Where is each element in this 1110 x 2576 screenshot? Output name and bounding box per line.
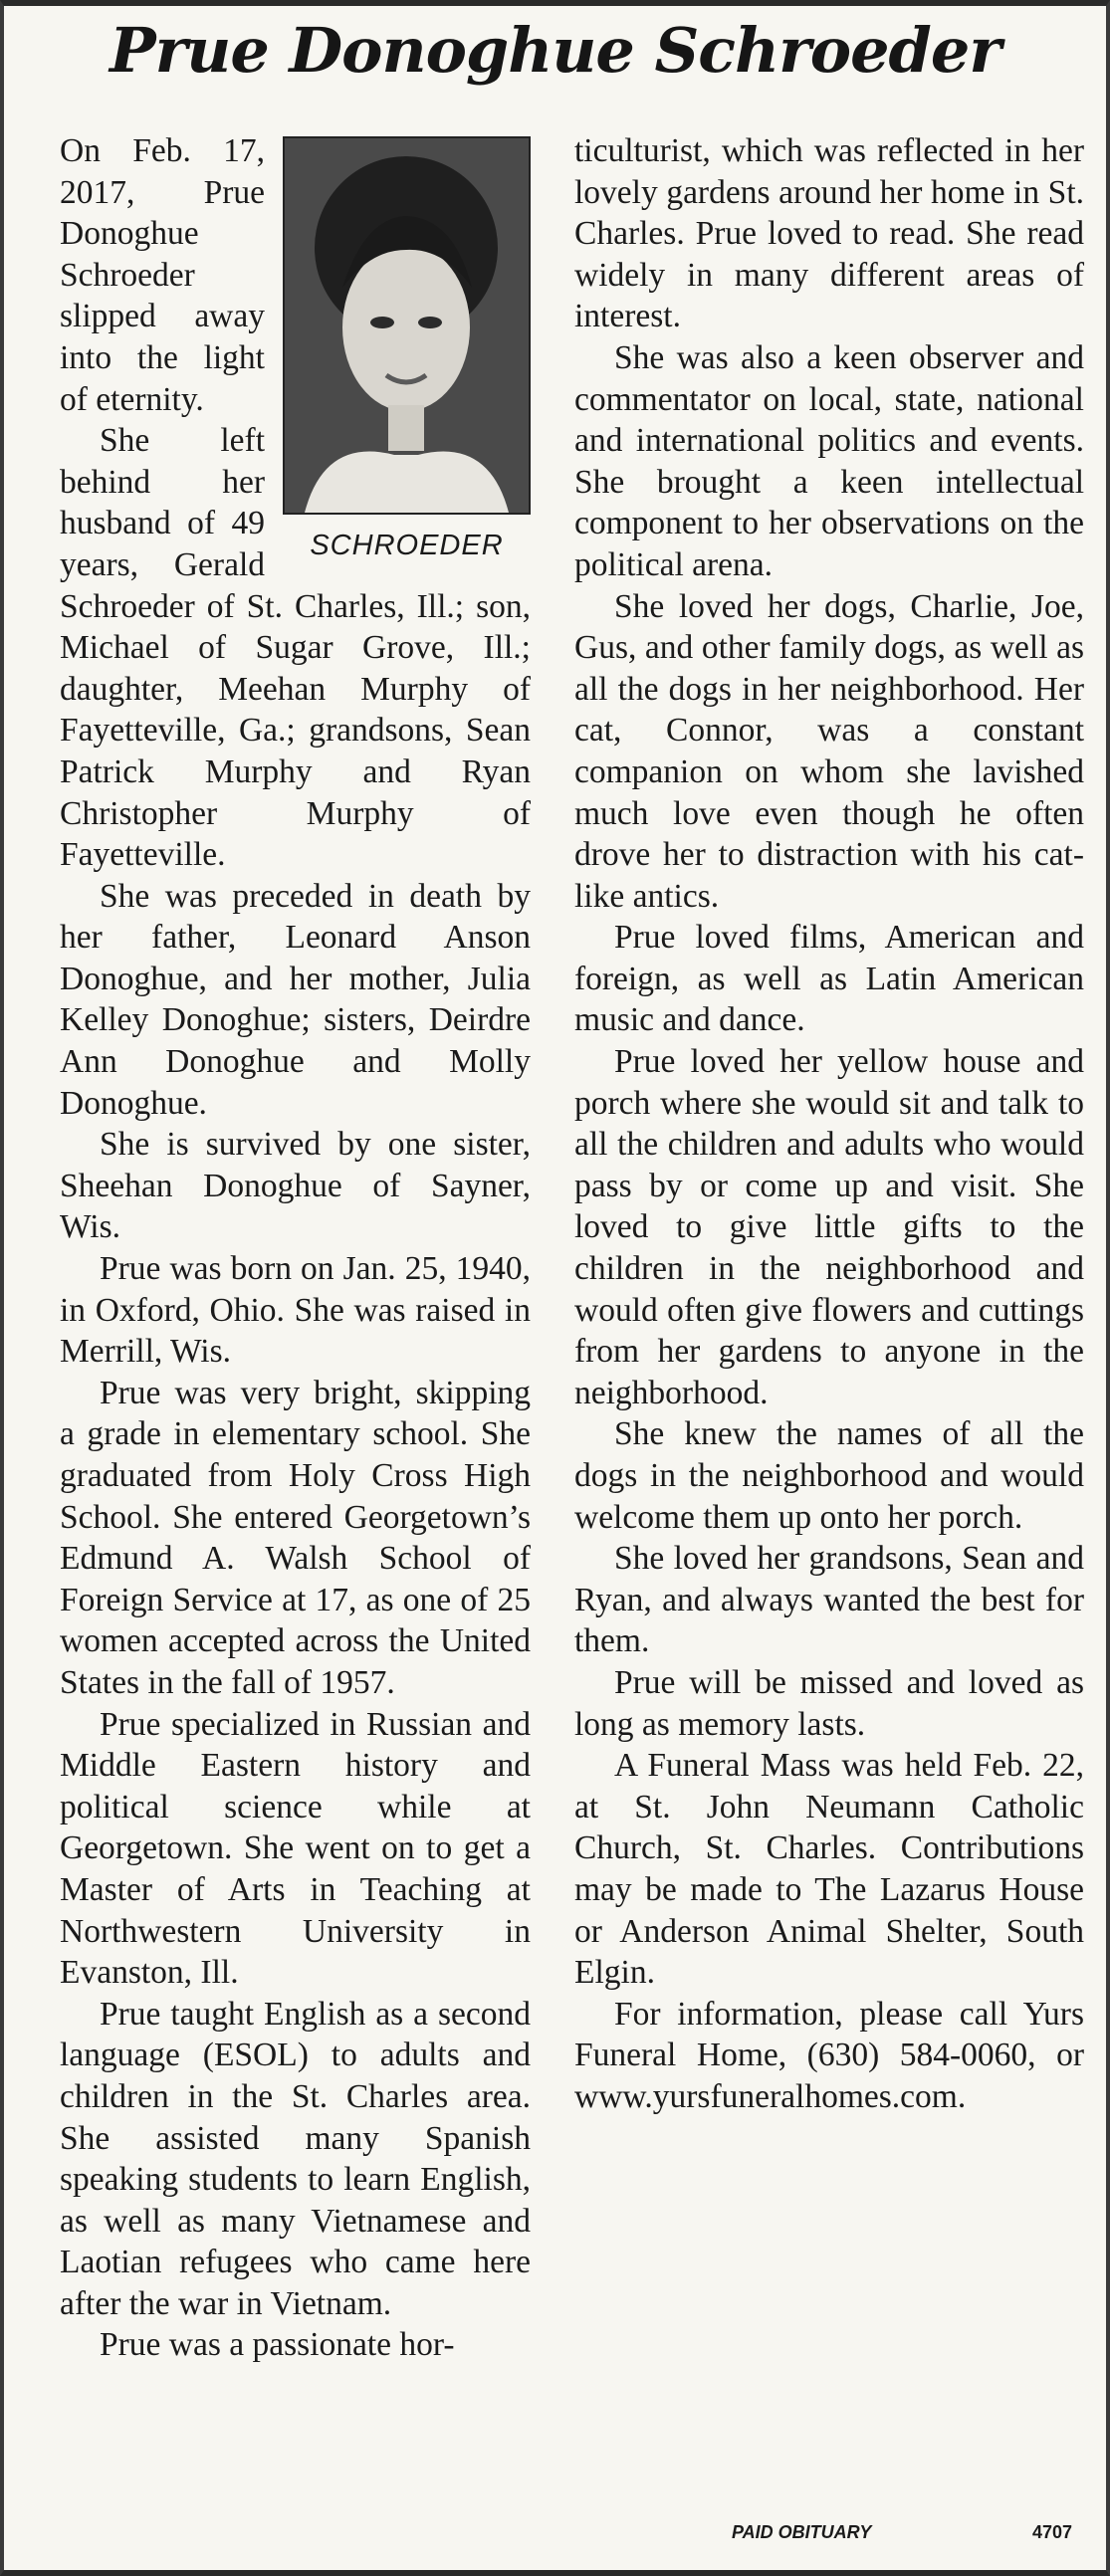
paragraph: A Funeral Mass was held Feb. 22, at St. John Neumann Catholic Church, St. Charles. Contributions may be made to The Lazarus House or Anderson Animal Shelter, South Elgin. bbox=[574, 1747, 1084, 1992]
photo-caption: SCHROEDER bbox=[310, 530, 504, 561]
paid-obituary-label: PAID OBITUARY bbox=[732, 2522, 872, 2542]
paragraph: She loved her dogs, Charlie, Joe, Gus, and other family dogs, as well as all the dogs in her neighborhood. Her cat, Connor, was a constant companion on whom she lavished much love even though he often drove her to distraction with his cat-like antics. bbox=[574, 587, 1084, 915]
paragraph: Prue taught English as a second language (ESOL) to adults and children in the St. Charles area. She assisted many Spanish speaking students to learn English, as well as many Vietnamese and Laotian refugees who came here after the war in Vietnam. bbox=[60, 1995, 531, 2322]
paragraph: For information, please call Yurs Funeral Home, (630) 584-0060, or www.yursfuneralhomes.com. bbox=[574, 1995, 1084, 2115]
paragraph: ticulturist, which was reflected in her lovely gardens around her home in St. Charles. Prue loved to read. She read widely in many different areas of interest. bbox=[574, 132, 1084, 335]
paragraph: She knew the names of all the dogs in the neighborhood and would welcome them up onto her porch. bbox=[574, 1415, 1084, 1536]
portrait-photo bbox=[283, 136, 531, 515]
paragraph: Prue specialized in Russian and Middle Eastern history and political science while at Georgetown. She went on to get a Master of Arts in Teaching at Northwestern University in Evanston, Ill. bbox=[60, 1705, 531, 1992]
paragraph: Prue loved her yellow house and porch where she would sit and talk to all the children and adults who would pass by or come up and visit. She loved to give little gifts to the children in the neighborhood and would often give flowers and cuttings from her gardens to anyone in the neighborhood. bbox=[574, 1043, 1084, 1411]
paragraph: Prue was very bright, skipping a grade in elementary school. She graduated from Holy Cross High School. She entered Georgetown’s Edmund A. Walsh School of Foreign Service at 17, as one of 25 women accepted across the United States in the fall of 1957. bbox=[60, 1374, 531, 1701]
paragraph: She is survived by one sister, Sheehan Donoghue of Sayner, Wis. bbox=[60, 1126, 531, 1246]
paragraph: She left behind her husband of 49 years, Gerald Schroeder of St. Charles, Ill.; son, Michael of Sugar Grove, Ill.; daughter, Meehan Murphy of Fayetteville, Ga.; grandsons, Sean Patrick Murphy and Ryan Christopher Murphy of Fayetteville. bbox=[60, 422, 531, 874]
paragraph: She was preceded in death by her father, Leonard Anson Donoghue, and her mother, Julia Kelley Donoghue; sisters, Deirdre Ann Donoghue and Molly Donoghue. bbox=[60, 877, 531, 1122]
ad-code: 4707 bbox=[1031, 2522, 1072, 2542]
paragraph: She loved her grandsons, Sean and Ryan, and always wanted the best for them. bbox=[574, 1540, 1084, 1660]
left-column bbox=[60, 130, 531, 2366]
portrait-illustration bbox=[285, 138, 529, 513]
paragraph: She was also a keen observer and commentator on local, state, national and international politics and events. She brought a keen intellectual component to her observations on the political arena. bbox=[574, 338, 1084, 583]
portrait-figure bbox=[283, 136, 531, 562]
right-column bbox=[574, 130, 1084, 2118]
paragraph: Prue loved films, American and foreign, as well as Latin American music and dance. bbox=[574, 919, 1084, 1039]
paragraph: Prue will be missed and loved as long as memory lasts. bbox=[574, 1663, 1084, 1743]
paragraph: On Feb. 17, 2017, Prue Donoghue Schroeder slipped away into the light of eternity. bbox=[60, 132, 265, 418]
paragraph: Prue was born on Jan. 25, 1940, in Oxford, Ohio. She was raised in Merrill, Wis. bbox=[60, 1250, 531, 1371]
obituary-title: Prue Donoghue Schroeder bbox=[109, 14, 1000, 87]
paragraph: Prue was a passionate hor- bbox=[100, 2326, 455, 2364]
